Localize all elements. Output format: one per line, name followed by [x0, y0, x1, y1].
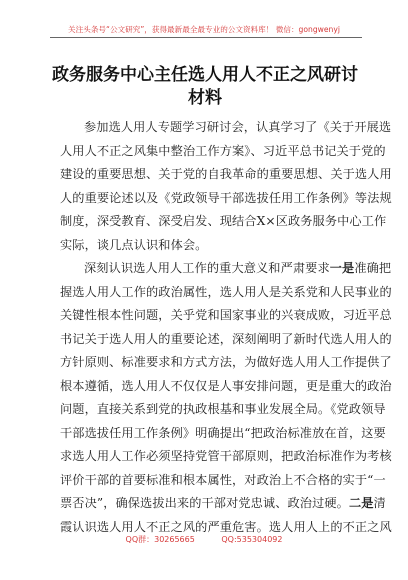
- paragraph-line: 人的重要论述以及《党政领导干部选拔任用工作条例》等法规: [60, 190, 392, 205]
- paragraph-line: 书记关于选人用人的重要论述，深刻阐明了新时代选人用人的: [60, 331, 392, 346]
- footer-qq-group: QQ群：30265665: [125, 535, 195, 544]
- footer-qq: QQ:535304092: [221, 535, 283, 544]
- document-body: [60, 116, 392, 539]
- paragraph-line: 求选人用人工作必须坚持党管干部原则，把政治标准作为考核: [60, 449, 392, 463]
- paragraph-line: 评价干部的首要标准和根本属性，对政治上不合格的实于“一: [60, 472, 386, 487]
- document-title: [40, 64, 370, 110]
- paragraph-line: 关键性根本性问题，关乎党和国家事业的兴衰成败，习近平总: [60, 308, 392, 322]
- paragraph-line: 建设的重要思想、关于党的自我革命的重要思想、关于选人用: [60, 167, 392, 181]
- paragraph-text: 票否决”，确保选拔出来的干部对党忠诚、政治过硬。: [60, 496, 349, 510]
- paragraph-line: [60, 492, 386, 516]
- footer: [0, 534, 408, 545]
- paragraph-line: 干部选拔任用工作条例》明确提出“把政治标准放在首，这要: [60, 425, 386, 440]
- header-divider: [50, 37, 362, 38]
- title-line-1: 政务服务中心主任选人用人不正之风研讨: [52, 65, 358, 85]
- paragraph-line: [60, 257, 392, 281]
- emphasis-marker: 二是: [348, 496, 374, 510]
- paragraph-line: 参加选人用人专题学习研讨会，认真学习了《关于开展选: [84, 120, 392, 134]
- paragraph-line: 根本遵循，选人用人不仅仅是人事安排问题，更是重大的政治: [60, 378, 392, 393]
- paragraph-text: 准确把: [354, 261, 392, 275]
- paragraph-line: 霞认识选人用人不正之风的严重危害。选人用人上的不正之风: [60, 519, 392, 534]
- paragraph-line: 握选人用人工作的政治属性，选人用人是关系党和人民事业的: [60, 284, 392, 299]
- paragraph-text: 深刻认识选人用人工作的重大意义和严肃要求: [84, 261, 330, 275]
- paragraph-line: 问题，直接关系到党的执政根基和事业发展全局。《党政领导: [60, 402, 386, 416]
- emphasis-marker: 一是: [329, 261, 355, 275]
- paragraph-line: 制度，深受教育、深受启发、现结合X×区政务服务中心工作: [60, 214, 387, 228]
- paragraph-text: 清: [373, 496, 386, 510]
- title-line-2: 材料: [188, 88, 222, 108]
- paragraph-line: 实际，谈几点认识和体会。: [60, 237, 208, 252]
- paragraph-line: 方针原则、标准要求和方式方法，为做好选人用人工作提供了: [60, 355, 392, 369]
- paragraph-line: 人用人不正之风集中整治工作方案》、习近平总书记关于党的: [60, 143, 386, 158]
- header-note: 关注头条号“公文研究”，获得最新最全最专业的公文资料库！ 微信：gongwenyj: [68, 25, 340, 34]
